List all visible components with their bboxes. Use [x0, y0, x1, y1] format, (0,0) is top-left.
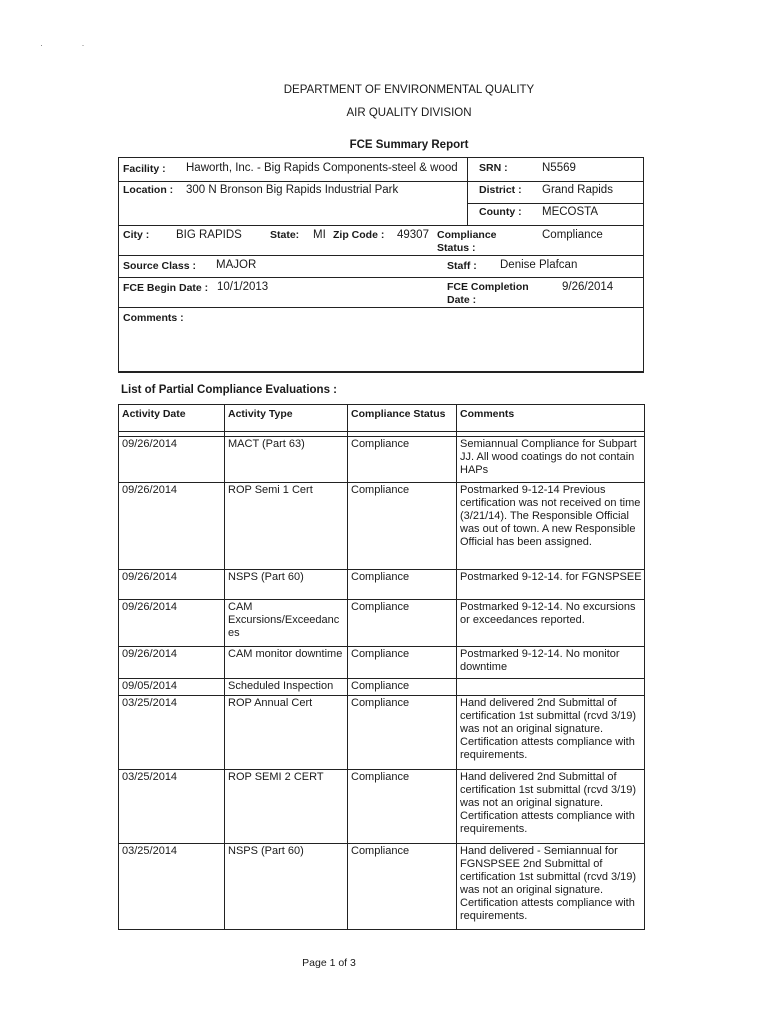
compliance-status-cell: Compliance — [348, 770, 457, 844]
location-label: Location : — [123, 184, 174, 196]
comments-cell: Hand delivered - Semiannual for FGNSPSEE 2nd Submittal of certification 1st submittal (rcvd 3/19) was not an original signature. Certification attests compliance with requirements. — [457, 844, 645, 930]
compliance-status-cell: Compliance — [348, 647, 457, 679]
comments-cell: Hand delivered 2nd Submittal of certification 1st submittal (rcvd 3/19) was not an original signature. Certification attests compliance with requirements. — [457, 696, 645, 770]
county-value: MECOSTA — [542, 206, 599, 218]
location-value: 300 N Bronson Big Rapids Industrial Park — [186, 184, 399, 196]
department-heading: DEPARTMENT OF ENVIRONMENTAL QUALITY — [283, 84, 535, 96]
srn-label: SRN : — [479, 162, 508, 174]
activity-date-cell: 09/26/2014 — [119, 647, 225, 679]
activity-type-cell: CAM Excursions/Exceedances — [225, 600, 348, 647]
fce-completion-label-2: Date : — [447, 294, 477, 306]
facility-summary-box — [118, 157, 644, 373]
state-value: MI — [313, 229, 326, 241]
city-value: BIG RAPIDS — [176, 229, 242, 241]
evaluations-table — [118, 404, 645, 930]
compliance-status-cell: Compliance — [348, 600, 457, 647]
activity-date-cell: 03/25/2014 — [119, 696, 225, 770]
facility-value: Haworth, Inc. - Big Rapids Components-steel & wood — [186, 162, 458, 174]
column-header-activity-type: Activity Type — [225, 405, 348, 432]
page-number: Page 1 of 3 — [302, 957, 356, 969]
table-row — [119, 770, 645, 844]
compliance-status-label-2: Status : — [437, 242, 476, 254]
comments-cell: Postmarked 9-12-14 Previous certification was not received on time (3/21/14). The Responsible Official was out of town. A new Responsible Official has been assigned. — [457, 483, 645, 570]
column-header-comments: Comments — [457, 405, 645, 432]
activity-type-cell: NSPS (Part 60) — [225, 570, 348, 600]
fce-completion-value: 9/26/2014 — [562, 281, 614, 293]
divider — [119, 307, 643, 308]
division-heading: AIR QUALITY DIVISION — [346, 107, 472, 119]
column-header-compliance-status: Compliance Status — [348, 405, 457, 432]
compliance-status-cell: Compliance — [348, 679, 457, 696]
comments-cell: Postmarked 9-12-14. for FGNSPSEE — [457, 570, 645, 600]
activity-type-cell: CAM monitor downtime — [225, 647, 348, 679]
activity-date-cell: 09/26/2014 — [119, 570, 225, 600]
divider — [119, 277, 643, 278]
table-header-row — [119, 405, 645, 432]
source-class-value: MAJOR — [216, 259, 257, 271]
activity-date-cell: 09/26/2014 — [119, 600, 225, 647]
scan-specks: · · — [40, 40, 103, 50]
table-row — [119, 600, 645, 647]
table-row — [119, 679, 645, 696]
divider — [119, 225, 643, 226]
facility-label: Facility : — [123, 163, 166, 175]
activity-type-cell: ROP Semi 1 Cert — [225, 483, 348, 570]
fce-begin-value: 10/1/2013 — [217, 281, 269, 293]
fce-completion-label: FCE Completion — [447, 281, 529, 293]
district-label: District : — [479, 184, 522, 196]
activity-type-cell: ROP SEMI 2 CERT — [225, 770, 348, 844]
column-header-activity-date: Activity Date — [119, 405, 225, 432]
evaluations-section-title: List of Partial Compliance Evaluations : — [121, 384, 337, 396]
compliance-status-cell: Compliance — [348, 437, 457, 483]
table-row — [119, 844, 645, 930]
table-row — [119, 483, 645, 570]
activity-date-cell: 09/05/2014 — [119, 679, 225, 696]
table-row — [119, 647, 645, 679]
comments-label: Comments : — [123, 312, 184, 324]
activity-date-cell: 03/25/2014 — [119, 770, 225, 844]
divider — [119, 181, 643, 182]
activity-date-cell: 09/26/2014 — [119, 483, 225, 570]
compliance-status-value: Compliance — [542, 229, 603, 241]
activity-type-cell: NSPS (Part 60) — [225, 844, 348, 930]
activity-type-cell: Scheduled Inspection — [225, 679, 348, 696]
divider — [467, 203, 643, 204]
zip-value: 49307 — [397, 229, 429, 241]
activity-type-cell: ROP Annual Cert — [225, 696, 348, 770]
fce-begin-label: FCE Begin Date : — [123, 282, 209, 294]
srn-value: N5569 — [542, 162, 576, 174]
activity-date-cell: 09/26/2014 — [119, 437, 225, 483]
district-value: Grand Rapids — [542, 184, 613, 196]
comments-cell: Semiannual Compliance for Subpart JJ. All wood coatings do not contain HAPs — [457, 437, 645, 483]
comments-cell: Postmarked 9-12-14. No monitor downtime — [457, 647, 645, 679]
staff-value: Denise Plafcan — [500, 259, 578, 271]
compliance-status-cell: Compliance — [348, 483, 457, 570]
table-row — [119, 696, 645, 770]
activity-date-cell: 03/25/2014 — [119, 844, 225, 930]
table-row — [119, 570, 645, 600]
county-label: County : — [479, 206, 522, 218]
compliance-status-label: Compliance — [437, 229, 497, 241]
city-label: City : — [123, 229, 150, 241]
divider — [119, 255, 643, 256]
state-label: State: — [270, 229, 300, 241]
activity-type-cell: MACT (Part 63) — [225, 437, 348, 483]
source-class-label: Source Class : — [123, 260, 196, 272]
comments-cell: Postmarked 9-12-14. No excursions or exceedances reported. — [457, 600, 645, 647]
comments-cell — [457, 679, 645, 696]
comments-cell: Hand delivered 2nd Submittal of certification 1st submittal (rcvd 3/19) was not an original signature. Certification attests compliance with requirements. — [457, 770, 645, 844]
compliance-status-cell: Compliance — [348, 570, 457, 600]
zip-label: Zip Code : — [333, 229, 385, 241]
staff-label: Staff : — [447, 260, 477, 272]
compliance-status-cell: Compliance — [348, 844, 457, 930]
divider — [467, 158, 468, 225]
report-title: FCE Summary Report — [349, 139, 469, 151]
compliance-status-cell: Compliance — [348, 696, 457, 770]
table-row — [119, 437, 645, 483]
